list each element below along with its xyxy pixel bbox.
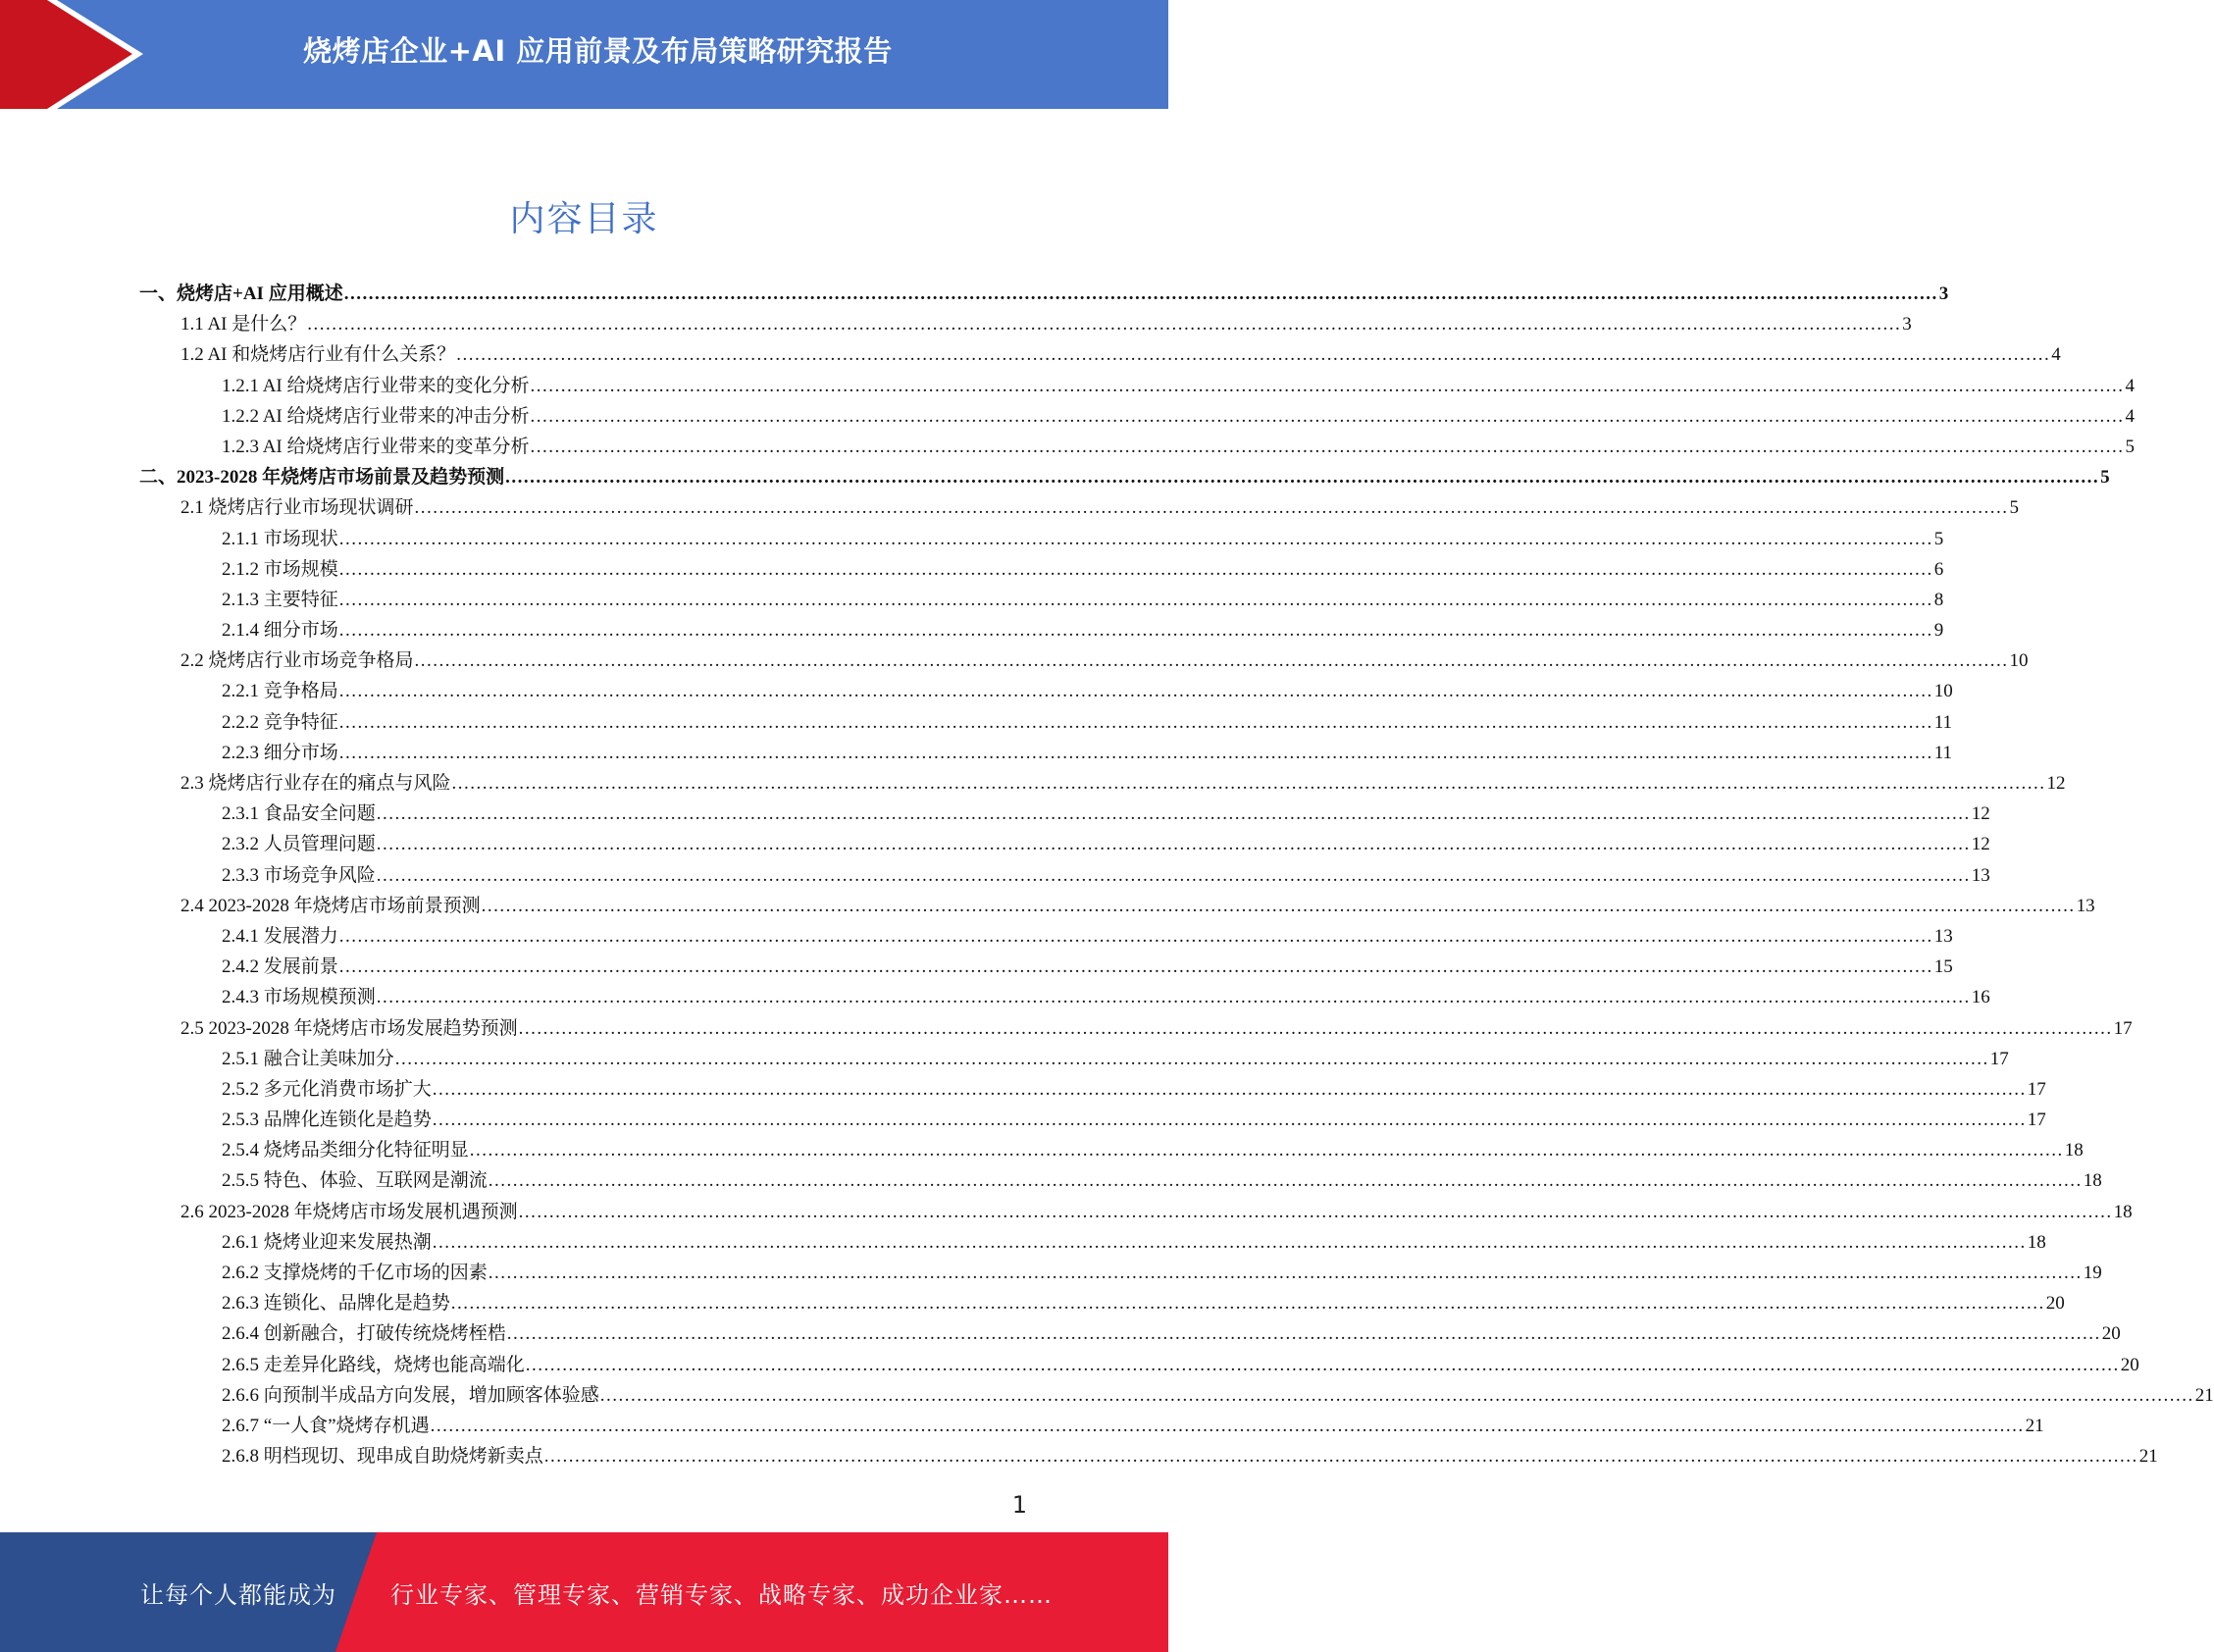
toc-entry-page: 11: [1933, 711, 1953, 733]
toc-entry-page: 20: [2101, 1323, 2121, 1345]
toc-dot-leader: ....................................................................................................................................................................................................................................................................: [338, 681, 1933, 702]
toc-dot-leader: ....................................................................................................................................................................................................................................................................: [432, 1110, 2027, 1131]
toc-entry[interactable]: [139, 1350, 2139, 1380]
toc-entry-label: 2.4.3 市场规模预测: [222, 987, 376, 1008]
toc-entry-label: 2.5.5 特色、体验、互联网是潮流: [222, 1170, 488, 1192]
toc-entry[interactable]: [139, 492, 2020, 523]
toc-entry-label: 2.3.2 人员管理问题: [222, 834, 376, 855]
toc-dot-leader: ....................................................................................................................................................................................................................................................................: [488, 1263, 2083, 1283]
toc-entry[interactable]: [139, 279, 1949, 309]
toc-entry-page: 13: [1933, 925, 1953, 947]
toc-entry-label: 2.6.6 向预制半成品方向发展，增加顾客体验感: [222, 1384, 599, 1406]
toc-entry[interactable]: [139, 615, 1944, 645]
toc-dot-leader: ....................................................................................................................................................................................................................................................................: [338, 956, 1933, 978]
page-number: 1: [1011, 1491, 1027, 1519]
toc-dot-leader: ....................................................................................................................................................................................................................................................................: [376, 987, 1971, 1008]
toc-dot-leader: ....................................................................................................................................................................................................................................................................: [414, 650, 2009, 672]
toc-entry-page: 15: [1933, 956, 1953, 978]
toc-entry[interactable]: [139, 738, 1953, 768]
table-of-contents: [139, 279, 2214, 1471]
toc-entry-label: 2.6.7 “一人食”烧烤存机遇: [222, 1415, 430, 1436]
toc-entry[interactable]: [139, 829, 1990, 859]
toc-dot-leader: ....................................................................................................................................................................................................................................................................: [506, 1323, 2101, 1345]
toc-entry[interactable]: [139, 1197, 2133, 1227]
toc-entry[interactable]: [139, 860, 1990, 891]
toc-entry-label: 2.5.2 多元化消费市场扩大: [222, 1078, 432, 1100]
toc-entry[interactable]: [139, 1441, 2158, 1471]
toc-entry[interactable]: [139, 1258, 2102, 1288]
toc-entry[interactable]: [139, 1318, 2121, 1349]
toc-entry-label: 2.3 烧烤店行业存在的痛点与风险: [180, 773, 451, 794]
toc-entry-label: 2.1.1 市场现状: [222, 528, 338, 549]
toc-entry[interactable]: [139, 1013, 2133, 1044]
toc-dot-leader: ....................................................................................................................................................................................................................................................................: [525, 1354, 2120, 1375]
toc-dot-leader: ....................................................................................................................................................................................................................................................................: [488, 1170, 2083, 1192]
toc-entry-label: 2.2.2 竞争特征: [222, 711, 338, 733]
toc-entry-page: 12: [1971, 834, 1990, 855]
toc-dot-leader: ....................................................................................................................................................................................................................................................................: [469, 1140, 2064, 1162]
toc-entry-page: 4: [2051, 344, 2061, 366]
toc-dot-leader: ....................................................................................................................................................................................................................................................................: [338, 620, 1933, 642]
toc-dot-leader: ....................................................................................................................................................................................................................................................................: [456, 344, 2051, 366]
toc-entry-page: 4: [2125, 405, 2136, 427]
toc-entry-label: 2.2.3 细分市场: [222, 742, 338, 763]
toc-dot-leader: ....................................................................................................................................................................................................................................................................: [338, 589, 1933, 610]
toc-entry[interactable]: [139, 1165, 2102, 1196]
toc-entry[interactable]: [139, 1074, 2046, 1105]
toc-entry-label: 一、烧烤店+AI 应用概述: [139, 284, 343, 304]
toc-entry-page: 20: [2120, 1354, 2139, 1375]
toc-entry-page: 21: [2025, 1415, 2044, 1436]
toc-entry[interactable]: [139, 891, 2095, 921]
toc-entry-label: 2.5.4 烧烤品类细分化特征明显: [222, 1140, 469, 1162]
footer-slogan-left: 让每个人都能成为: [140, 1580, 336, 1609]
toc-entry[interactable]: [139, 1411, 2044, 1441]
header-banner: [0, 0, 1168, 109]
toc-entry-page: 4: [2125, 375, 2136, 396]
toc-entry[interactable]: [139, 371, 2136, 401]
toc-entry-label: 2.6 2023-2028 年烧烤店市场发展机遇预测: [180, 1201, 518, 1222]
toc-entry-page: 18: [2064, 1140, 2084, 1162]
toc-dot-leader: ....................................................................................................................................................................................................................................................................: [307, 314, 1902, 336]
toc-entry-page: 5: [2100, 467, 2110, 489]
toc-entry-page: 19: [2083, 1263, 2102, 1283]
toc-entry[interactable]: [139, 645, 2029, 676]
toc-entry-page: 3: [1902, 314, 1912, 336]
toc-dot-leader: ....................................................................................................................................................................................................................................................................: [518, 1201, 2113, 1222]
toc-entry-label: 2.4 2023-2028 年烧烤店市场前景预测: [180, 895, 481, 916]
toc-dot-leader: ....................................................................................................................................................................................................................................................................: [432, 1231, 2027, 1253]
toc-entry[interactable]: [139, 707, 1953, 738]
toc-dot-leader: ....................................................................................................................................................................................................................................................................: [530, 436, 2125, 457]
toc-entry[interactable]: [139, 1135, 2084, 1165]
toc-entry[interactable]: [139, 462, 2110, 492]
toc-dot-leader: ....................................................................................................................................................................................................................................................................: [543, 1446, 2138, 1468]
toc-entry-page: 13: [2076, 895, 2095, 916]
toc-entry-label: 2.5.1 融合让美味加分: [222, 1048, 394, 1069]
toc-entry[interactable]: [139, 432, 2136, 462]
toc-entry-page: 17: [2027, 1110, 2046, 1131]
toc-title: 内容目录: [509, 199, 659, 239]
toc-dot-leader: ....................................................................................................................................................................................................................................................................: [338, 925, 1933, 947]
toc-entry-page: 21: [2194, 1384, 2214, 1406]
toc-entry[interactable]: [139, 921, 1953, 952]
toc-entry[interactable]: [139, 1288, 2065, 1318]
toc-entry-label: 1.2.3 AI 给烧烤店行业带来的变革分析: [222, 436, 530, 457]
toc-entry-page: 10: [1933, 681, 1953, 702]
toc-entry-label: 2.1.4 细分市场: [222, 620, 338, 642]
toc-entry[interactable]: [139, 339, 2061, 370]
toc-dot-leader: ....................................................................................................................................................................................................................................................................: [518, 1017, 2113, 1039]
toc-entry-page: 5: [2125, 436, 2136, 457]
toc-entry[interactable]: [139, 1380, 2214, 1411]
header-title: 烧烤店企业+AI 应用前景及布局策略研究报告: [303, 33, 893, 68]
toc-entry-page: 12: [1971, 803, 1990, 825]
toc-entry-page: 13: [1971, 864, 1990, 886]
toc-entry[interactable]: [139, 768, 2066, 799]
toc-entry-page: 17: [2113, 1017, 2133, 1039]
toc-entry-page: 6: [1933, 558, 1944, 580]
toc-entry-label: 2.5.3 品牌化连锁化是趋势: [222, 1110, 432, 1131]
toc-entry-page: 9: [1933, 620, 1944, 642]
toc-dot-leader: ....................................................................................................................................................................................................................................................................: [376, 803, 1971, 825]
toc-dot-leader: ....................................................................................................................................................................................................................................................................: [338, 711, 1933, 733]
toc-dot-leader: ....................................................................................................................................................................................................................................................................: [481, 895, 2076, 916]
toc-entry-page: 18: [2083, 1170, 2102, 1192]
toc-dot-leader: ....................................................................................................................................................................................................................................................................: [338, 742, 1933, 763]
toc-dot-leader: ....................................................................................................................................................................................................................................................................: [376, 834, 1971, 855]
toc-entry-label: 二、2023-2028 年烧烤店市场前景及趋势预测: [139, 467, 505, 489]
toc-entry-page: 10: [2009, 650, 2029, 672]
toc-entry-label: 2.6.3 连锁化、品牌化是趋势: [222, 1293, 450, 1315]
toc-entry-label: 2.6.8 明档现切、现串成自助烧烤新卖点: [222, 1446, 543, 1468]
toc-entry[interactable]: [139, 524, 1944, 554]
toc-entry[interactable]: [139, 309, 1912, 339]
toc-entry[interactable]: [139, 585, 1944, 615]
toc-entry-label: 2.6.4 创新融合，打破传统烧烤桎梏: [222, 1323, 506, 1345]
toc-entry-label: 2.3.3 市场竞争风险: [222, 864, 376, 886]
toc-entry-label: 2.4.1 发展潜力: [222, 925, 338, 947]
toc-entry-label: 2.1 烧烤店行业市场现状调研: [180, 497, 414, 519]
toc-entry-page: 18: [2027, 1231, 2046, 1253]
toc-entry-label: 2.2.1 竞争格局: [222, 681, 338, 702]
toc-entry-label: 2.4.2 发展前景: [222, 956, 338, 978]
toc-dot-leader: ....................................................................................................................................................................................................................................................................: [414, 497, 2009, 519]
toc-dot-leader: ....................................................................................................................................................................................................................................................................: [343, 284, 1938, 304]
toc-dot-leader: ....................................................................................................................................................................................................................................................................: [451, 773, 2046, 794]
toc-dot-leader: ....................................................................................................................................................................................................................................................................: [430, 1415, 2025, 1436]
toc-entry-page: 17: [1989, 1048, 2009, 1069]
toc-entry[interactable]: [139, 952, 1953, 982]
toc-entry[interactable]: [139, 1044, 2009, 1074]
toc-entry[interactable]: [139, 554, 1944, 585]
toc-entry-label: 2.6.5 走差异化路线，烧烤也能高端化: [222, 1354, 525, 1375]
toc-entry-page: 12: [2046, 773, 2066, 794]
toc-dot-leader: ....................................................................................................................................................................................................................................................................: [530, 405, 2125, 427]
toc-dot-leader: ....................................................................................................................................................................................................................................................................: [599, 1384, 2194, 1406]
toc-entry-label: 2.6.2 支撑烧烤的千亿市场的因素: [222, 1263, 488, 1283]
toc-entry-page: 18: [2113, 1201, 2133, 1222]
toc-entry-label: 2.1.3 主要特征: [222, 589, 338, 610]
toc-entry-page: 20: [2045, 1293, 2065, 1315]
toc-entry-label: 2.3.1 食品安全问题: [222, 803, 376, 825]
toc-entry-label: 1.2.1 AI 给烧烤店行业带来的变化分析: [222, 375, 530, 396]
toc-dot-leader: ....................................................................................................................................................................................................................................................................: [394, 1048, 1989, 1069]
toc-dot-leader: ....................................................................................................................................................................................................................................................................: [376, 864, 1971, 886]
toc-entry-label: 1.2 AI 和烧烤店行业有什么关系？: [180, 344, 456, 366]
toc-entry[interactable]: [139, 1105, 2046, 1135]
footer-slogan-right: 行业专家、管理专家、营销专家、战略专家、成功企业家……: [390, 1580, 1053, 1609]
toc-entry[interactable]: [139, 676, 1953, 706]
toc-entry-label: 2.5 2023-2028 年烧烤店市场发展趋势预测: [180, 1017, 518, 1039]
toc-entry-page: 8: [1933, 589, 1944, 610]
toc-dot-leader: ....................................................................................................................................................................................................................................................................: [450, 1293, 2045, 1315]
footer-banner: [0, 1532, 1168, 1652]
toc-entry-label: 2.2 烧烤店行业市场竞争格局: [180, 650, 414, 672]
toc-entry-page: 11: [1933, 742, 1953, 763]
toc-entry-page: 17: [2027, 1078, 2046, 1100]
toc-dot-leader: ....................................................................................................................................................................................................................................................................: [338, 558, 1933, 580]
toc-entry-page: 16: [1971, 987, 1990, 1008]
toc-entry[interactable]: [139, 799, 1990, 829]
toc-entry[interactable]: [139, 401, 2136, 432]
toc-entry-page: 5: [1933, 528, 1944, 549]
toc-entry-label: 1.1 AI 是什么？: [180, 314, 307, 336]
toc-dot-leader: ....................................................................................................................................................................................................................................................................: [432, 1078, 2027, 1100]
toc-entry-page: 21: [2138, 1446, 2158, 1468]
toc-entry-label: 2.6.1 烧烤业迎来发展热潮: [222, 1231, 432, 1253]
toc-dot-leader: ....................................................................................................................................................................................................................................................................: [530, 375, 2125, 396]
toc-dot-leader: ....................................................................................................................................................................................................................................................................: [505, 467, 2100, 489]
toc-entry-label: 1.2.2 AI 给烧烤店行业带来的冲击分析: [222, 405, 530, 427]
toc-dot-leader: ....................................................................................................................................................................................................................................................................: [338, 528, 1933, 549]
toc-entry[interactable]: [139, 982, 1990, 1012]
toc-entry-page: 5: [2009, 497, 2020, 519]
toc-entry-label: 2.1.2 市场规模: [222, 558, 338, 580]
toc-entry[interactable]: [139, 1227, 2046, 1258]
toc-entry-page: 3: [1938, 284, 1949, 304]
